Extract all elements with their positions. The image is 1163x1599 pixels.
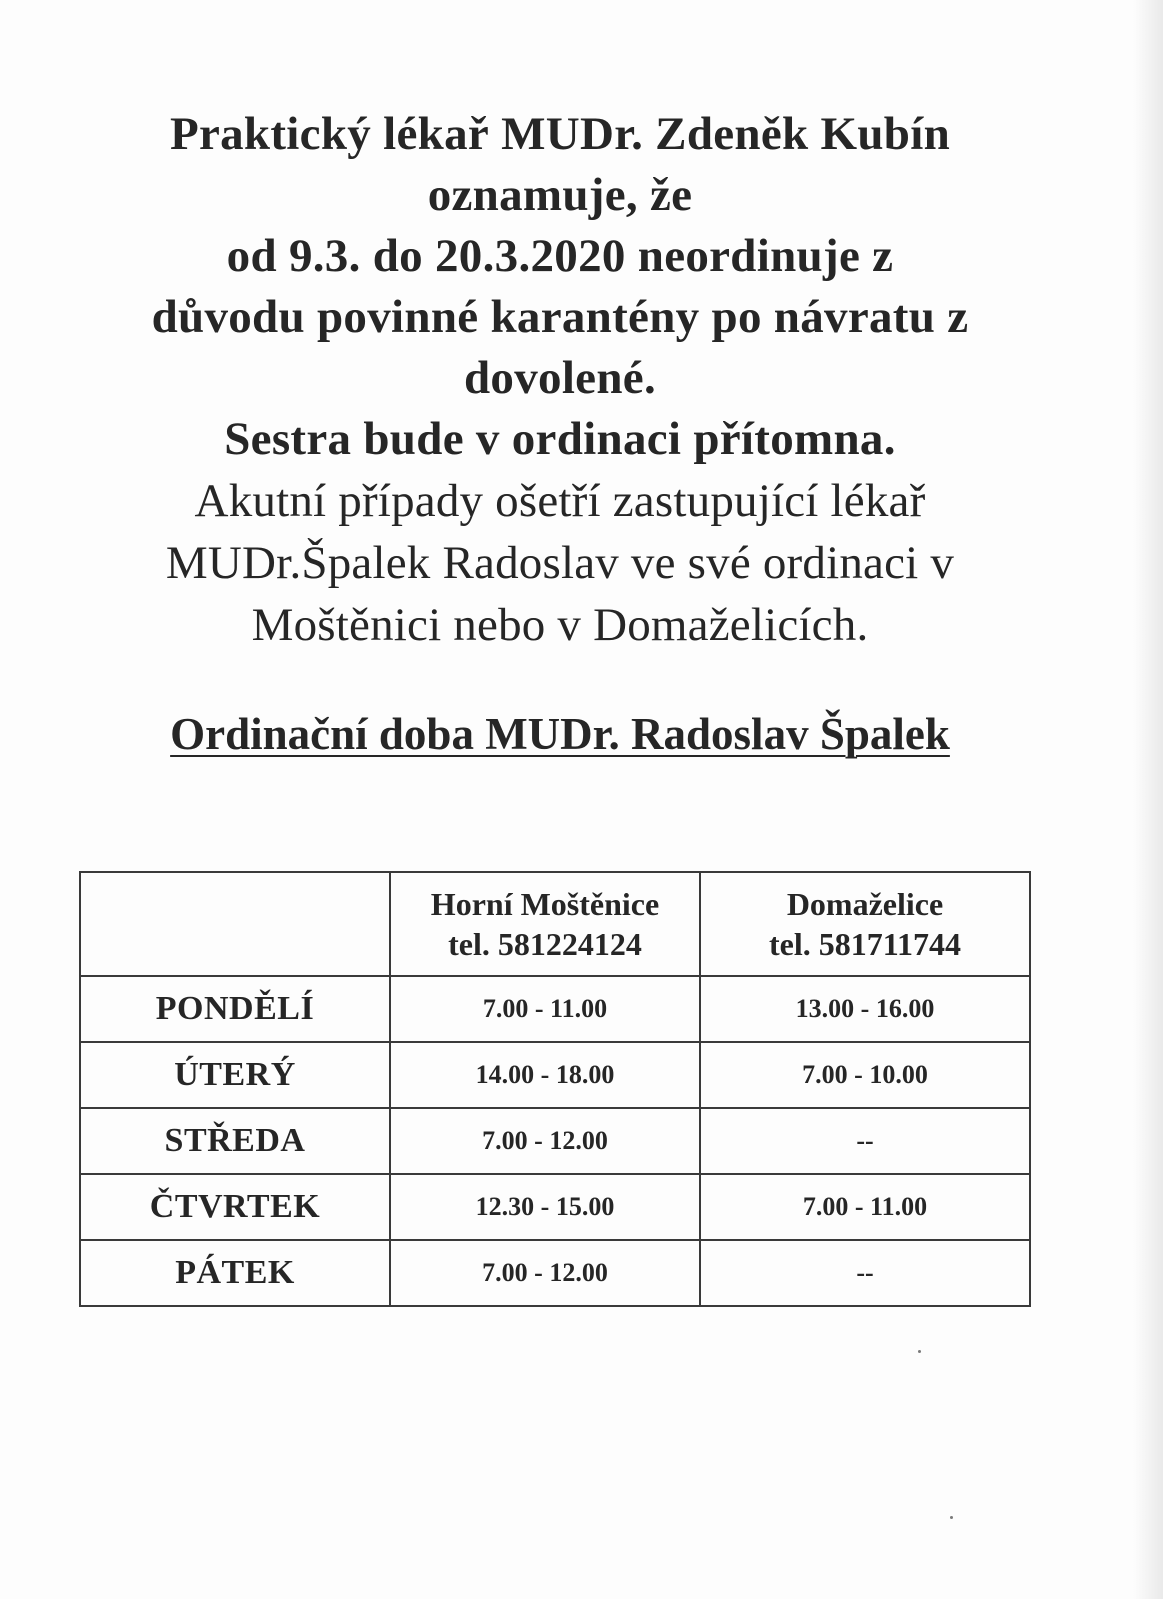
table-row [80,976,1030,1042]
hours-cell-domazelice: 13.00 - 16.00 [700,976,1030,1042]
hours-cell-horni-mostenice: 7.00 - 12.00 [390,1240,700,1306]
header-location-phone: tel. 581711744 [769,926,961,962]
notice-text [60,104,1060,656]
table-row [80,1042,1030,1108]
notice-line-reason: důvodu povinné karantény po návratu z [151,291,969,343]
notice-line-dates: od 9.3. do 20.3.2020 neordinuje z [226,230,894,282]
hours-cell-domazelice: 7.00 - 11.00 [700,1174,1030,1240]
notice-line-substitute: MUDr.Špalek Radoslav ve své ordinaci v [165,537,955,589]
day-cell: PÁTEK [80,1240,390,1306]
notice-line-announces: oznamuje, že [427,169,693,221]
header-empty-cell [80,872,390,976]
office-hours-heading: Ordinační doba MUDr. Radoslav Špalek [170,709,950,759]
header-domazelice [700,872,1030,976]
notice-line-nurse: Sestra bude v ordinaci přítomna. [224,413,896,465]
table-row [80,1108,1030,1174]
hours-cell-domazelice: -- [700,1240,1030,1306]
header-horni-mostenice [390,872,700,976]
page-edge-shadow [1133,0,1163,1599]
notice-line-vacation: dovolené. [463,352,656,404]
office-hours-table [79,871,1031,1307]
day-cell: PONDĚLÍ [80,976,390,1042]
hours-cell-domazelice: 7.00 - 10.00 [700,1042,1030,1108]
header-location-name: Domaželice [786,886,944,922]
hours-cell-horni-mostenice: 7.00 - 12.00 [390,1108,700,1174]
header-location-phone: tel. 581224124 [448,926,642,962]
table-header-row [80,872,1030,976]
hours-cell-horni-mostenice: 12.30 - 15.00 [390,1174,700,1240]
table-row [80,1240,1030,1306]
day-cell: STŘEDA [80,1108,390,1174]
day-cell: ČTVRTEK [80,1174,390,1240]
notice-line-acute: Akutní případy ošetří zastupující lékař [194,475,926,527]
notice-line-locations: Moštěnici nebo v Domaželicích. [251,599,869,651]
scan-speck [918,1350,921,1353]
day-cell: ÚTERÝ [80,1042,390,1108]
hours-cell-horni-mostenice: 14.00 - 18.00 [390,1042,700,1108]
table-row [80,1174,1030,1240]
scan-speck [950,1516,953,1519]
hours-cell-horni-mostenice: 7.00 - 11.00 [390,976,700,1042]
hours-cell-domazelice: -- [700,1108,1030,1174]
notice-line-doctor: Praktický lékař MUDr. Zdeněk Kubín [169,108,951,160]
header-location-name: Horní Moštěnice [430,886,660,922]
